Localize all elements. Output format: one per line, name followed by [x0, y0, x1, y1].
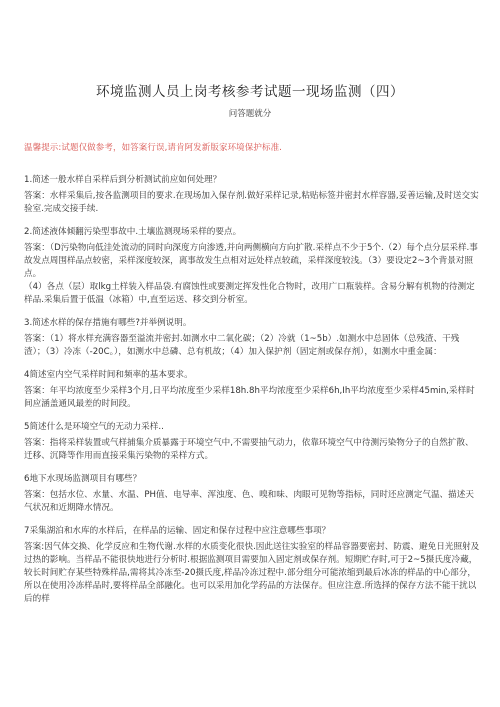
page-title: 环境监测人员上岗考核参考试题一现场监测（四） [96, 84, 404, 100]
question-2: 2.简述液体倾翻污染型事故中.土壤监测现场采样的要点。 [24, 227, 242, 237]
answer-6: 答案：包括水位、水量、水温、PH值、电导率、浑浊度、色、嗅和味、肉眼可见物等指标，同时还应测定气温、描述天气状况和近期降水情况。 [24, 490, 474, 513]
answer-1: 答案：水样采集后,按各监测项目的要求.在现场加入保存剂.做好采样记录,粘贴标签并密封水样容器,妥善运输,及时送交实验室.完成交接手续. [24, 191, 479, 214]
question-4: 4简述室内空气采样时间和频率的基本要求。 [24, 370, 193, 380]
question-5: 5简述什么是环境空气的无动力采样.. [24, 422, 164, 432]
question-3: 3.简述水样的保存措施有哪些?并举例说明。 [24, 318, 192, 328]
answer-4: 答案：年平均浓度至少采样3个月,日平均浓度至少采样18h.8h平均浓度至少采样6h,Ih平均浓度至少采样45min,采样时间应涵盖通风最差的时间段。 [24, 386, 475, 409]
question-1: 1.简述一般水样自采样后到分析测试前应如何处理？ [24, 175, 222, 185]
answer-2: 答案：（D污染物向低洼处流动的同时向深度方向渗透,并向两侧横向方向扩散.采样点不少于5个.（2）每个点分层采样.事故发点周围样品点较密，采样深度较深，离事故发生点相对远处样点较疏，采样深度较浅。（3）要设定2~3个背景对照点。 [24, 243, 478, 279]
answer-3: 答案：（1）将水样充满容器至溢流并密封.如测水中二氧化碳；（2）冷就（1~5b）.如测水中总固体（总残渣、干残渣）；（3）冷冻（-20C。），如测水中总磷、总有机故；（4）加入保护剂（固定剂或保存剂），如测水中重金属： [24, 334, 460, 357]
page-subtitle: 问答题就分 [228, 109, 272, 119]
answer-7: 答案:因气体交换、化学反应和生物代谢.水样的水质变化很快.因此送往实验室的样品容器要密封、防震、避免日光照射及过热的影响。当样品不能很快地进行分析时.根据监测项目需要加入固定剂或保存剂。短期贮存时,可于2~5摄氏度冷藏，较长时间贮存某些特殊样品,需将其冷冻至-20摄氏度,样品冷冻过程中.部分组分可能浓缩到最后冰冻的样品的中心部分，所以在使用冷冻样品时,要将样品全部融化。也可以采用加化学药品的方法保存。但应注意.所选择的保存方法不能干扰以后的样 [24, 542, 480, 604]
notice-text: 温馨提示:试题仅做参考，如答案行误,请肯阿发新版家环境保护标准. [24, 143, 282, 153]
question-6: 6地下水现场监测项目有哪些？ [24, 474, 142, 484]
answer-2-continued: （4）各点（层）取lkg土样装入样品袋.有腐蚀性或要测定挥发性化合物时，改用广口瓶装样。含易分解有机物的待测定样品.采集后置于低温（冰箱）中,直至运送、移交到分析室。 [24, 282, 475, 305]
document-body [24, 174, 480, 606]
question-7: 7采集湖泊和水库的水样后，在样品的运输、固定和保存过程中应注意哪些事项？ [24, 526, 331, 536]
answer-5: 答案：指将采样装置或气样捕集介质暴露于环境空气中,不需要抽气动力，依靠环境空气中待测污染物分子的自然扩散、迁移、沉降等作用而直接采集污染物的采样方式。 [24, 438, 474, 461]
